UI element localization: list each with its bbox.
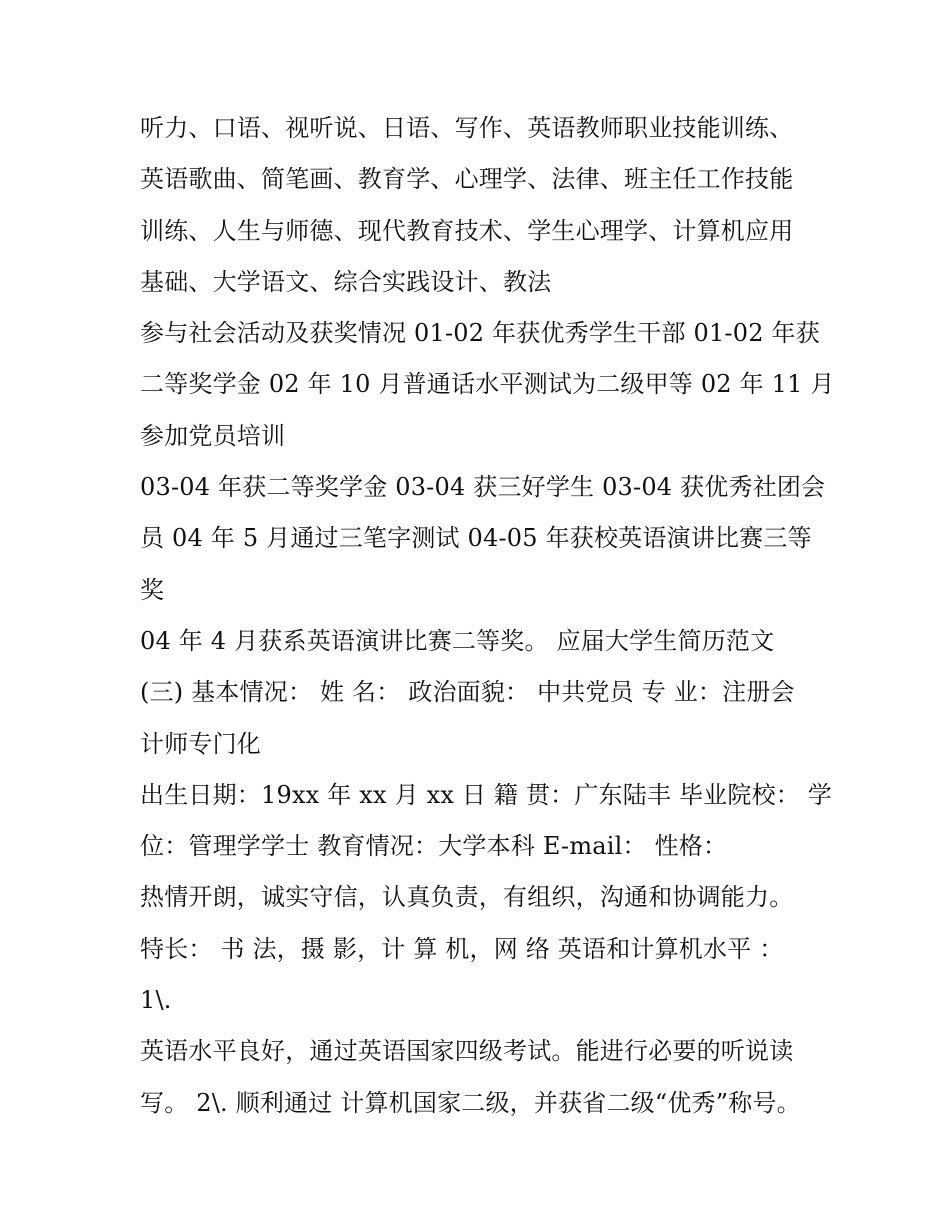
text-line: 计师专门化 xyxy=(140,729,261,758)
text-line: 出生日期：19xx 年 xx 月 xx 日 籍 贯：广东陆丰 毕业院校： 学 xyxy=(140,780,833,809)
text-line: (三) 基本情况： 姓 名： 政治面貌： 中共党员 专 业：注册会 xyxy=(140,678,795,707)
text-line: 训练、人生与师德、现代教育技术、学生心理学、计算机应用 xyxy=(140,216,794,245)
text-line: 听力、口语、视听说、日语、写作、英语教师职业技能训练、 xyxy=(140,114,794,142)
resume-text-body xyxy=(140,103,835,1129)
text-line: 员 04 年 5 月通过三笔字测试 04-05 年获校英语演讲比赛三等 xyxy=(140,524,812,553)
text-line: 03-04 年获二等奖学金 03-04 获三好学生 03-04 获优秀社团会 xyxy=(140,473,826,502)
text-line: 英语歌曲、简笔画、教育学、心理学、法律、班主任工作技能 xyxy=(140,165,794,194)
text-line: 特长： 书 法，摄 影，计 算 机，网 络 英语和计算机水平 ： xyxy=(140,934,784,963)
text-line: 1\. xyxy=(140,986,172,1015)
text-line: 奖 xyxy=(140,575,165,604)
text-line: 参加党员培训 xyxy=(140,421,286,450)
text-line: 位：管理学学士 教育情况：大学本科 E-mail： 性格： xyxy=(140,832,728,861)
text-line: 基础、大学语文、综合实践设计、教法 xyxy=(140,267,552,296)
text-line: 热情开朗，诚实守信，认真负责，有组织，沟通和协调能力。 xyxy=(140,883,794,912)
text-line: 英语水平良好，通过英语国家四级考试。能进行必要的听说读 xyxy=(140,1037,794,1066)
text-line: 二等奖学金 02 年 10 月普通话水平测试为二级甲等 02 年 11 月 xyxy=(140,370,835,399)
text-line: 写。 2\. 顺利通过 计算机国家二级，并获省二级“优秀”称号。 xyxy=(140,1088,801,1117)
text-line: 参与社会活动及获奖情况 01-02 年获优秀学生干部 01-02 年获 xyxy=(140,319,820,348)
text-line: 04 年 4 月获系英语演讲比赛二等奖。 应届大学生简历范文 xyxy=(140,626,775,655)
